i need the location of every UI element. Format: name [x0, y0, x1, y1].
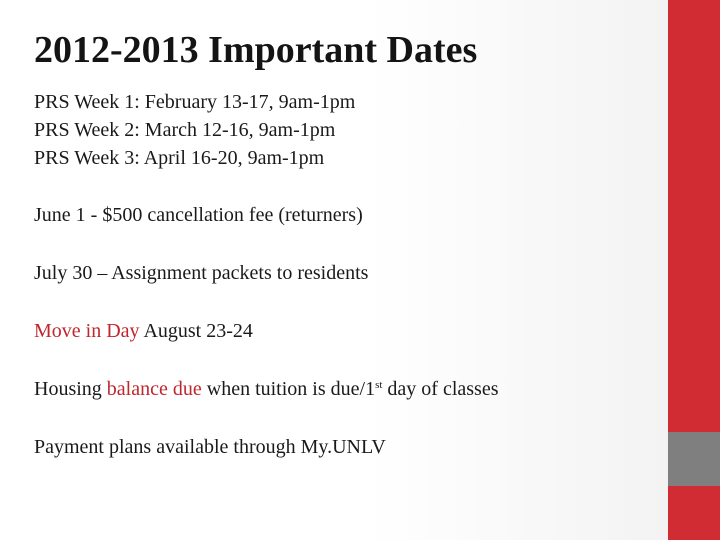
housing-balance-line: [34, 375, 654, 403]
slide-title: 2012-2013 Important Dates: [34, 29, 478, 71]
cancellation-fee-line: June 1 - $500 cancellation fee (returners): [34, 204, 363, 226]
move-in-line: [34, 317, 654, 345]
housing-text: Housing: [34, 378, 107, 400]
tuition-due-text: when tuition is due/1: [201, 378, 376, 400]
move-in-dates: August 23-24: [139, 320, 253, 342]
slide-content: [34, 88, 654, 461]
prs-week-2: PRS Week 2: March 12-16, 9am-1pm: [34, 119, 336, 141]
spacer: [34, 403, 654, 433]
balance-due-highlight: balance due: [106, 378, 202, 400]
prs-week-1: PRS Week 1: February 13-17, 9am-1pm: [34, 91, 356, 113]
move-in-day-highlight: Move in Day: [34, 320, 140, 342]
spacer: [34, 287, 654, 317]
gray-accent-block: [668, 432, 720, 486]
ordinal-superscript: st: [375, 379, 383, 391]
prs-week-3: PRS Week 3: April 16-20, 9am-1pm: [34, 147, 325, 169]
spacer: [34, 345, 654, 375]
day-of-classes-text: day of classes: [382, 378, 499, 400]
spacer: [34, 172, 654, 201]
assignment-packets-line: July 30 – Assignment packets to residents: [34, 262, 369, 284]
payment-plans-line: Payment plans available through My.UNLV: [34, 436, 386, 458]
spacer: [34, 229, 654, 259]
